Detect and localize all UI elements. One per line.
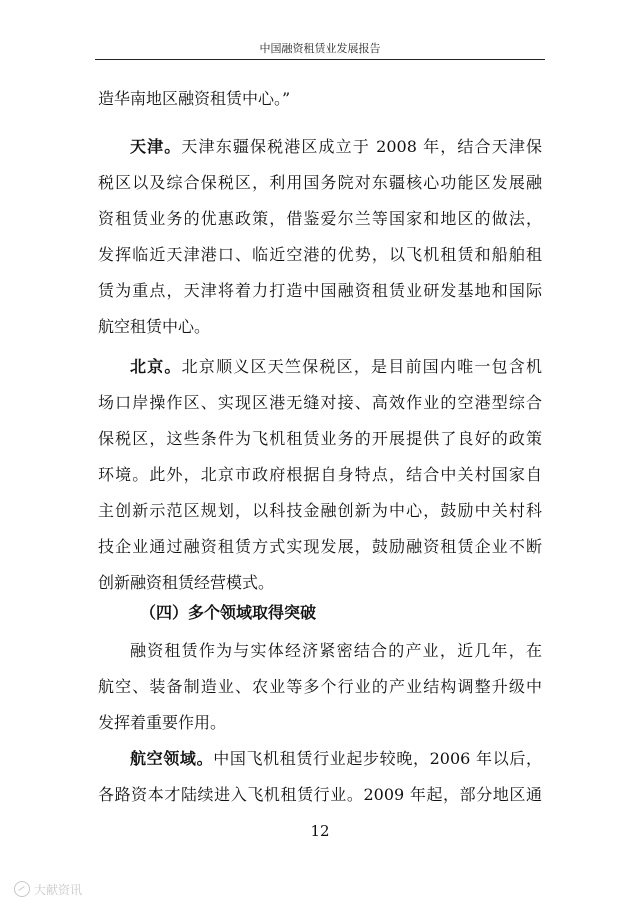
paragraph-first-line: 融资租赁作为与实体经济紧密结合的产业，近几年，在 bbox=[130, 641, 542, 660]
text-line: 发挥临近天津港口、临近空港的优势，以飞机租赁和船舶租 bbox=[98, 245, 542, 264]
watermark-text: 大献资讯 bbox=[34, 882, 83, 897]
paragraph-first-line bbox=[130, 748, 542, 770]
beijing-label: 北京。 bbox=[130, 357, 182, 376]
text-line: 技企业通过融资租赁方式实现发展，鼓励融资租赁企业不断 bbox=[98, 537, 542, 556]
text-line: 资租赁业务的优惠政策，借鉴爱尔兰等国家和地区的做法， bbox=[98, 209, 542, 228]
tianjin-label: 天津。 bbox=[130, 137, 182, 156]
text-line: 各路资本才陆续进入飞机租赁行业。2009 年起，部分地区通 bbox=[98, 785, 542, 804]
text-line: 发挥着重要作用。 bbox=[98, 713, 227, 732]
text-line: 税区以及综合保税区，利用国务院对东疆核心功能区发展融 bbox=[98, 173, 542, 192]
header-title: 中国融资租赁业发展报告 bbox=[259, 42, 381, 55]
header-rule bbox=[95, 59, 545, 60]
text-line: 天津东疆保税港区成立于 2008 年，结合天津保 bbox=[181, 137, 542, 156]
watermark-logo-icon bbox=[14, 881, 30, 897]
text-line: 航空、装备制造业、农业等多个行业的产业结构调整升级中 bbox=[98, 677, 542, 696]
text-line: 造华南地区融资租赁中心。” bbox=[98, 89, 291, 108]
text-line: 主创新示范区规划，以科技金融创新为中心，鼓励中关村科 bbox=[98, 501, 542, 520]
text-line: 创新融资租赁经营模式。 bbox=[98, 573, 275, 592]
paragraph-first-line bbox=[130, 356, 542, 378]
aviation-label: 航空领域。 bbox=[130, 749, 214, 768]
text-line: 场口岸操作区、实现区港无缝对接、高效作业的空港型综合 bbox=[98, 393, 542, 412]
text-line: 中国飞机租赁行业起步较晚，2006 年以后， bbox=[213, 749, 542, 768]
text-line: 环境。此外，北京市政府根据自身特点，结合中关村国家自 bbox=[98, 465, 542, 484]
text-line: 保税区，这些条件为飞机租赁业务的开展提供了良好的政策 bbox=[98, 429, 542, 448]
section-heading: （四）多个领域取得突破 bbox=[140, 603, 317, 622]
page-number: 12 bbox=[310, 822, 330, 840]
text-line: 北京顺义区天竺保税区，是目前国内唯一包含机 bbox=[181, 357, 542, 376]
text-line: 赁为重点，天津将着力打造中国融资租赁业研发基地和国际 bbox=[98, 281, 542, 300]
paragraph-first-line bbox=[130, 136, 542, 158]
watermark bbox=[14, 880, 82, 898]
text-line: 航空租赁中心。 bbox=[98, 317, 211, 336]
